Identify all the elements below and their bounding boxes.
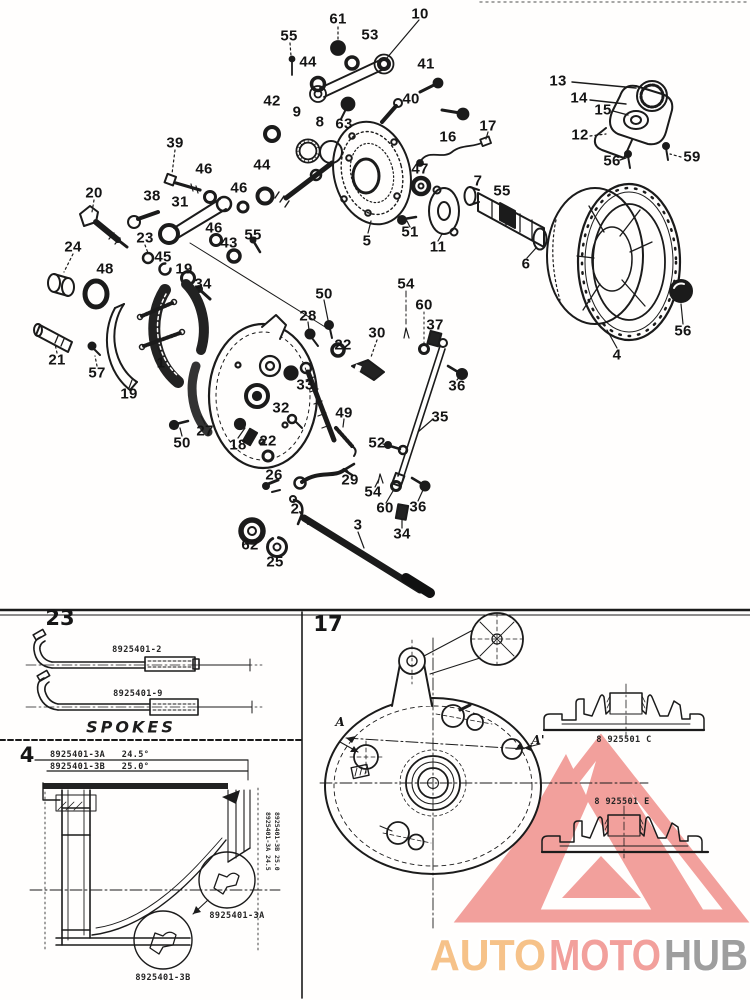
panel-number-spokes: 23 <box>45 606 75 630</box>
callout-41: 41 <box>417 55 435 73</box>
callout-19: 19 <box>120 385 138 403</box>
callout-34: 34 <box>393 525 411 543</box>
profile-top-part-number: 8 925501 C <box>596 735 652 745</box>
callout-40: 40 <box>402 90 420 108</box>
callout-22: 22 <box>334 336 352 354</box>
hub-side-note-2: 8925401-3B 25.0 <box>273 812 281 871</box>
callout-28: 28 <box>299 307 317 325</box>
spoke2-part-number: 8925401-9 <box>113 689 163 699</box>
spokes-caption: SPOKES <box>86 717 176 737</box>
hub-detail-label-2: 8925401-3B <box>135 973 191 983</box>
brand-hub: HUB <box>664 931 748 980</box>
callout-55: 55 <box>244 226 262 244</box>
callout-46: 46 <box>230 179 248 197</box>
callout-60: 60 <box>415 296 433 314</box>
callout-55: 55 <box>493 182 511 200</box>
hub-detail-label-1: 8925401-3A <box>209 911 265 921</box>
callout-49: 49 <box>335 404 353 422</box>
callout-8: 8 <box>315 113 325 131</box>
callout-24: 24 <box>64 238 82 256</box>
callout-20: 20 <box>85 184 103 202</box>
callout-15: 15 <box>594 101 612 119</box>
callout-38: 38 <box>143 187 161 205</box>
callout-54: 54 <box>364 483 382 501</box>
callout-3: 3 <box>353 516 363 534</box>
hub-spec-line-2: 8925401-3B 25.0° <box>50 762 150 772</box>
callout-62: 62 <box>241 536 259 554</box>
callout-44: 44 <box>253 156 271 174</box>
callout-26: 26 <box>265 466 283 484</box>
callout-19: 19 <box>175 260 193 278</box>
callout-31: 31 <box>171 193 189 211</box>
callout-46: 46 <box>195 160 213 178</box>
callout-57: 57 <box>88 364 106 382</box>
callout-23: 23 <box>136 229 154 247</box>
callout-46: 46 <box>205 219 223 237</box>
callout-25: 25 <box>266 553 284 571</box>
callout-48: 48 <box>96 260 114 278</box>
callout-6: 6 <box>521 255 531 273</box>
callout-27: 27 <box>196 422 214 440</box>
callout-2: 2 <box>290 500 300 518</box>
callout-50: 50 <box>173 434 191 452</box>
callout-10: 10 <box>411 5 429 23</box>
callout-18: 18 <box>229 436 247 454</box>
callout-63: 63 <box>335 115 353 133</box>
callout-17: 17 <box>479 117 497 135</box>
panel-number-brake-panel: 17 <box>313 612 343 636</box>
callout-59: 59 <box>683 148 701 166</box>
hub-spec-line-1: 8925401-3A 24.5° <box>50 750 150 760</box>
callout-22: 22 <box>259 432 277 450</box>
callout-52: 52 <box>368 434 386 452</box>
brand-auto: AUTO <box>430 931 546 980</box>
callout-35: 35 <box>431 408 449 426</box>
callout-60: 60 <box>376 499 394 517</box>
callout-5: 5 <box>362 232 372 250</box>
callout-53: 53 <box>361 26 379 44</box>
callout-34: 34 <box>194 275 212 293</box>
callout-44: 44 <box>299 53 317 71</box>
callout-56: 56 <box>603 152 621 170</box>
hub-side-note-1: 8925401-3A 24.5 <box>264 812 272 871</box>
spoke1-part-number: 8925401-2 <box>112 645 162 655</box>
callout-33: 33 <box>296 376 314 394</box>
profile-bottom-part-number: 8 925501 E <box>594 797 650 807</box>
callout-36: 36 <box>448 377 466 395</box>
callout-50: 50 <box>315 285 333 303</box>
callout-43: 43 <box>220 234 238 252</box>
callout-61: 61 <box>329 10 347 28</box>
callout-54: 54 <box>397 275 415 293</box>
callout-29: 29 <box>341 471 359 489</box>
callout-9: 9 <box>292 103 302 121</box>
callout-7: 7 <box>473 172 483 190</box>
callout-11: 11 <box>429 238 447 256</box>
panel-number-hub-section: 4 <box>19 743 35 767</box>
callout-32: 32 <box>272 399 290 417</box>
section-mark-a-prime: A' <box>531 733 545 747</box>
callout-14: 14 <box>570 89 588 107</box>
section-mark-a: A <box>335 715 345 729</box>
callout-21: 21 <box>48 351 66 369</box>
callout-16: 16 <box>439 128 457 146</box>
brand-moto: MOTO <box>549 931 661 980</box>
callout-13: 13 <box>549 72 567 90</box>
callout-45: 45 <box>154 248 172 266</box>
callout-39: 39 <box>166 134 184 152</box>
callout-4: 4 <box>612 346 622 364</box>
callout-1: 1 <box>156 354 166 372</box>
callout-47: 47 <box>411 160 429 178</box>
callout-42: 42 <box>263 92 281 110</box>
callout-12: 12 <box>571 126 589 144</box>
callout-51: 51 <box>401 223 419 241</box>
callout-56: 56 <box>674 322 692 340</box>
callout-30: 30 <box>368 324 386 342</box>
callout-36: 36 <box>409 498 427 516</box>
callout-55: 55 <box>280 27 298 45</box>
callout-37: 37 <box>426 316 444 334</box>
